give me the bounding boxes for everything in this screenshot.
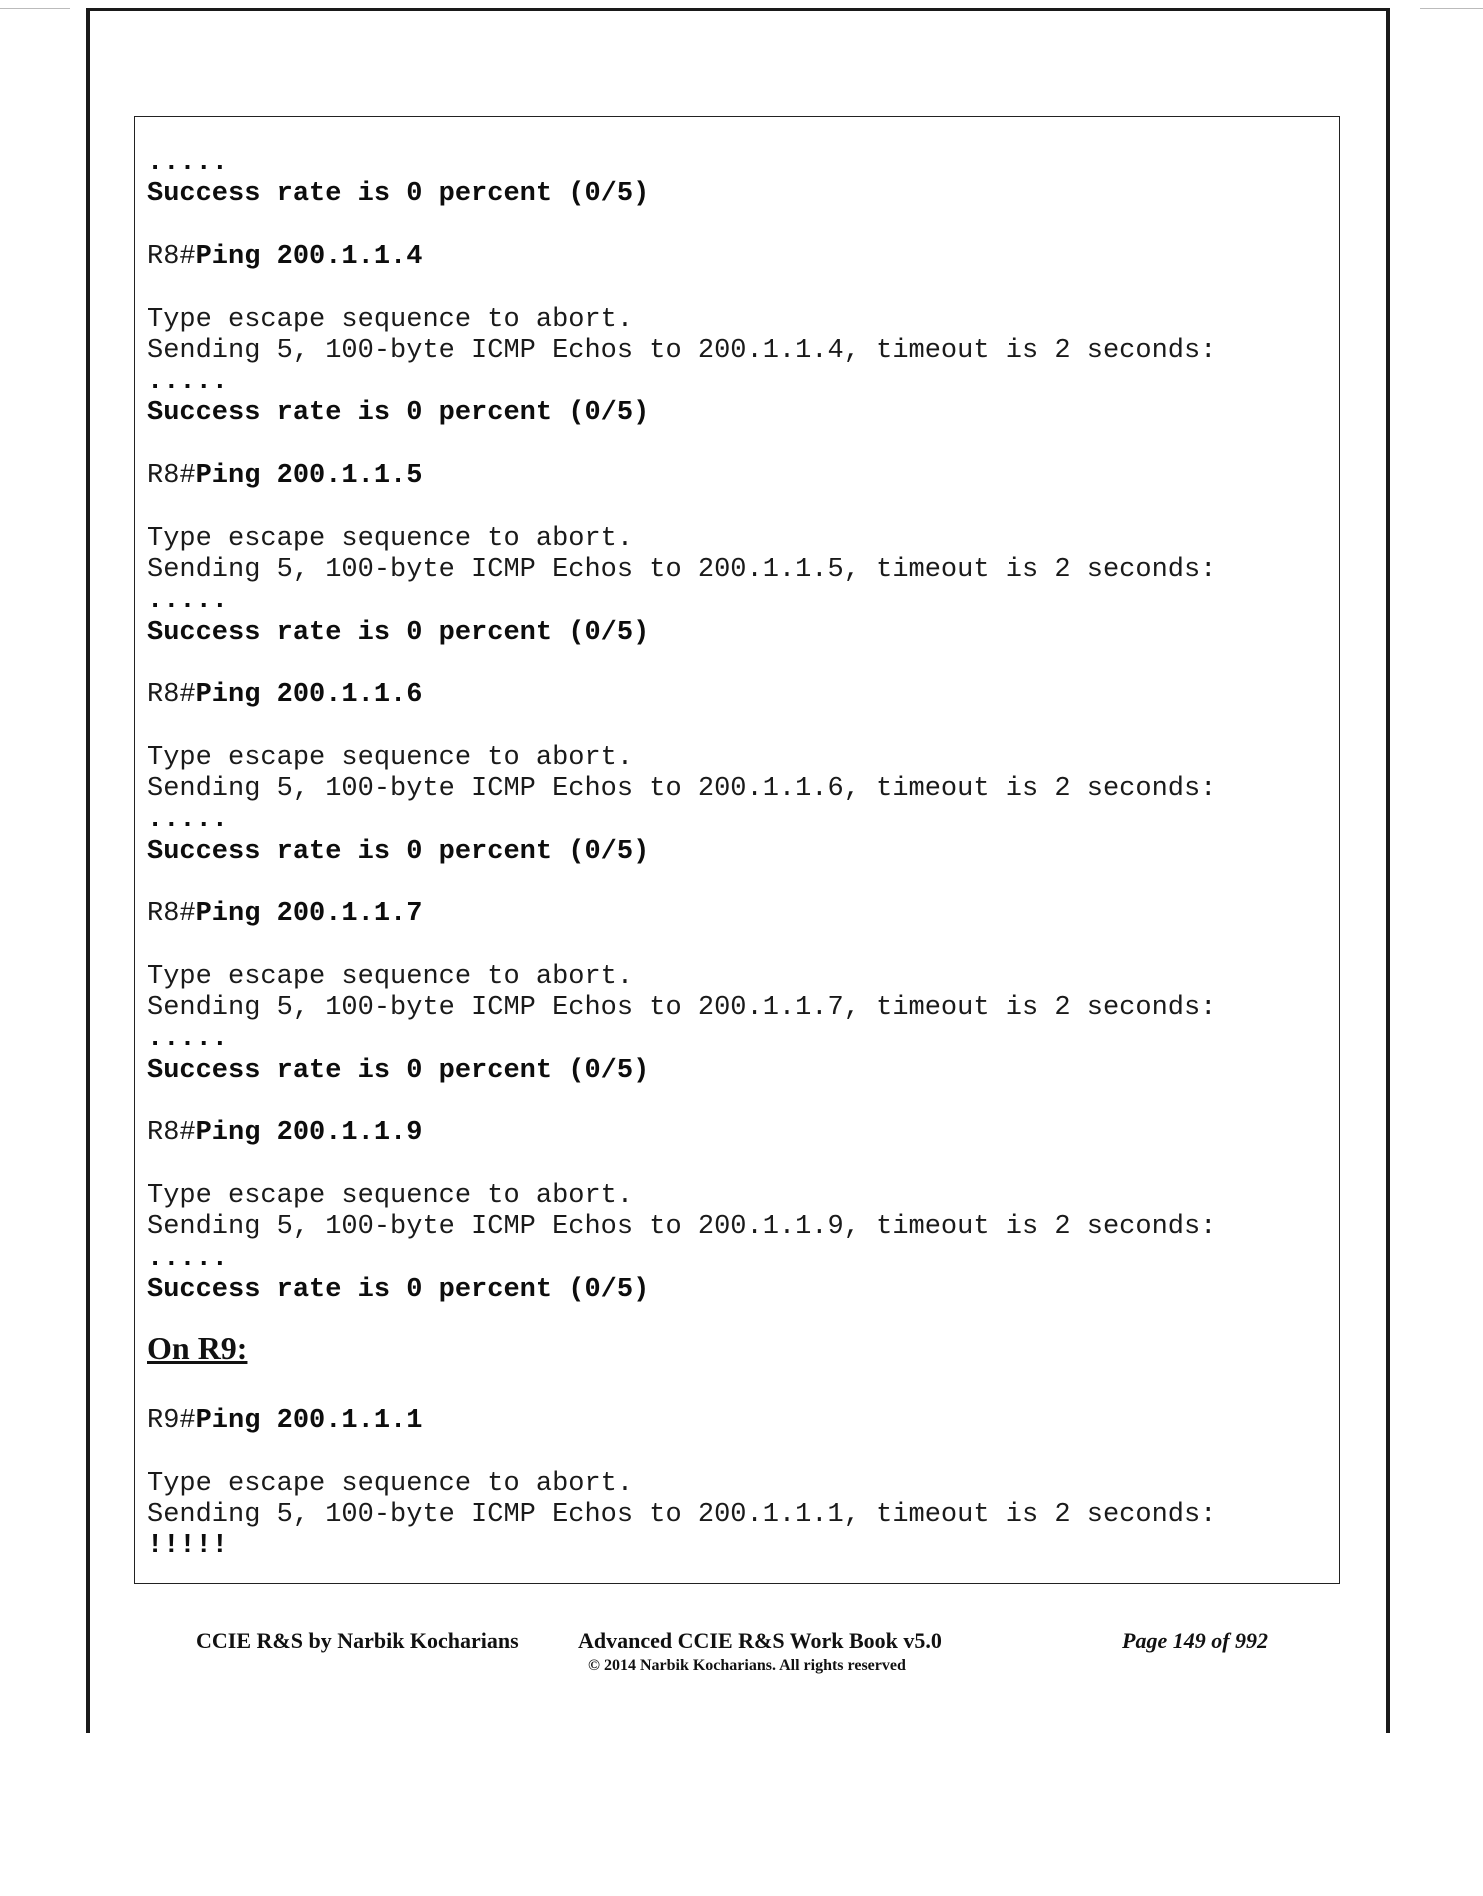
output-line: Success rate is 0 percent (0/5): [147, 1274, 650, 1305]
footer-author: CCIE R&S by Narbik Kocharians: [196, 1628, 519, 1653]
command-line: [147, 1405, 422, 1437]
router-prompt: R8#: [147, 241, 196, 272]
output-line: !!!!!: [147, 1531, 229, 1562]
scan-edge-mark: [1420, 8, 1483, 9]
output-line: Success rate is 0 percent (0/5): [147, 617, 650, 648]
output-line: Type escape sequence to abort.: [147, 961, 634, 992]
output-line: Success rate is 0 percent (0/5): [147, 836, 650, 867]
command-line: [147, 460, 422, 492]
section-heading: On R9:: [147, 1330, 248, 1367]
output-line: Sending 5, 100-byte ICMP Echos to 200.1.1.1, timeout is 2 seconds:: [147, 1499, 1217, 1530]
router-prompt: R8#: [147, 461, 196, 491]
page-frame-right: [1386, 8, 1390, 1733]
output-line: Sending 5, 100-byte ICMP Echos to 200.1.1.5, timeout is 2 seconds:: [147, 554, 1217, 585]
page-frame-top: [88, 8, 1390, 11]
output-line: .....: [147, 148, 229, 178]
output-line: .....: [147, 1024, 229, 1055]
ping-command: Ping 200.1.1.6: [195, 680, 423, 711]
output-line: .....: [147, 805, 229, 836]
output-line: Type escape sequence to abort.: [147, 742, 634, 773]
scan-edge-mark: [0, 8, 70, 9]
ping-command: Ping 200.1.1.1: [195, 1406, 423, 1436]
ping-command: Ping 200.1.1.9: [195, 1118, 423, 1149]
output-line: Sending 5, 100-byte ICMP Echos to 200.1.1.6, timeout is 2 seconds:: [147, 774, 1217, 804]
output-line: Type escape sequence to abort.: [147, 523, 634, 554]
router-prompt: R8#: [147, 899, 196, 930]
router-prompt: R9#: [147, 1406, 196, 1436]
output-line: Type escape sequence to abort.: [147, 304, 634, 335]
output-line: .....: [147, 367, 229, 398]
output-line: Success rate is 0 percent (0/5): [147, 1055, 650, 1086]
ping-command: Ping 200.1.1.4: [195, 241, 423, 272]
output-line: Success rate is 0 percent (0/5): [147, 398, 650, 429]
output-line: Type escape sequence to abort.: [147, 1180, 634, 1211]
code-output-box: [134, 116, 1340, 1584]
footer-book-title: Advanced CCIE R&S Work Book v5.0: [578, 1628, 942, 1653]
ping-command: Ping 200.1.1.7: [195, 899, 423, 930]
output-line: Sending 5, 100-byte ICMP Echos to 200.1.1.9, timeout is 2 seconds:: [147, 1212, 1217, 1243]
command-line: [147, 241, 422, 273]
output-line: Sending 5, 100-byte ICMP Echos to 200.1.1.7, timeout is 2 seconds:: [147, 993, 1217, 1024]
output-line: Sending 5, 100-byte ICMP Echos to 200.1.1.4, timeout is 2 seconds:: [147, 335, 1217, 366]
command-line: [147, 1117, 422, 1149]
page-frame-left: [86, 8, 90, 1733]
output-line: Success rate is 0 percent (0/5): [147, 179, 650, 210]
output-line: Type escape sequence to abort.: [147, 1468, 634, 1499]
command-line: [147, 898, 422, 930]
output-line: .....: [147, 1243, 229, 1274]
ping-command: Ping 200.1.1.5: [195, 461, 423, 491]
router-prompt: R8#: [147, 1118, 196, 1149]
footer-copyright: © 2014 Narbik Kocharians. All rights reserved: [588, 1657, 906, 1674]
footer-page-number: Page 149 of 992: [1122, 1628, 1269, 1653]
command-line: [147, 679, 422, 711]
router-prompt: R8#: [147, 680, 196, 711]
output-line: .....: [147, 586, 229, 617]
